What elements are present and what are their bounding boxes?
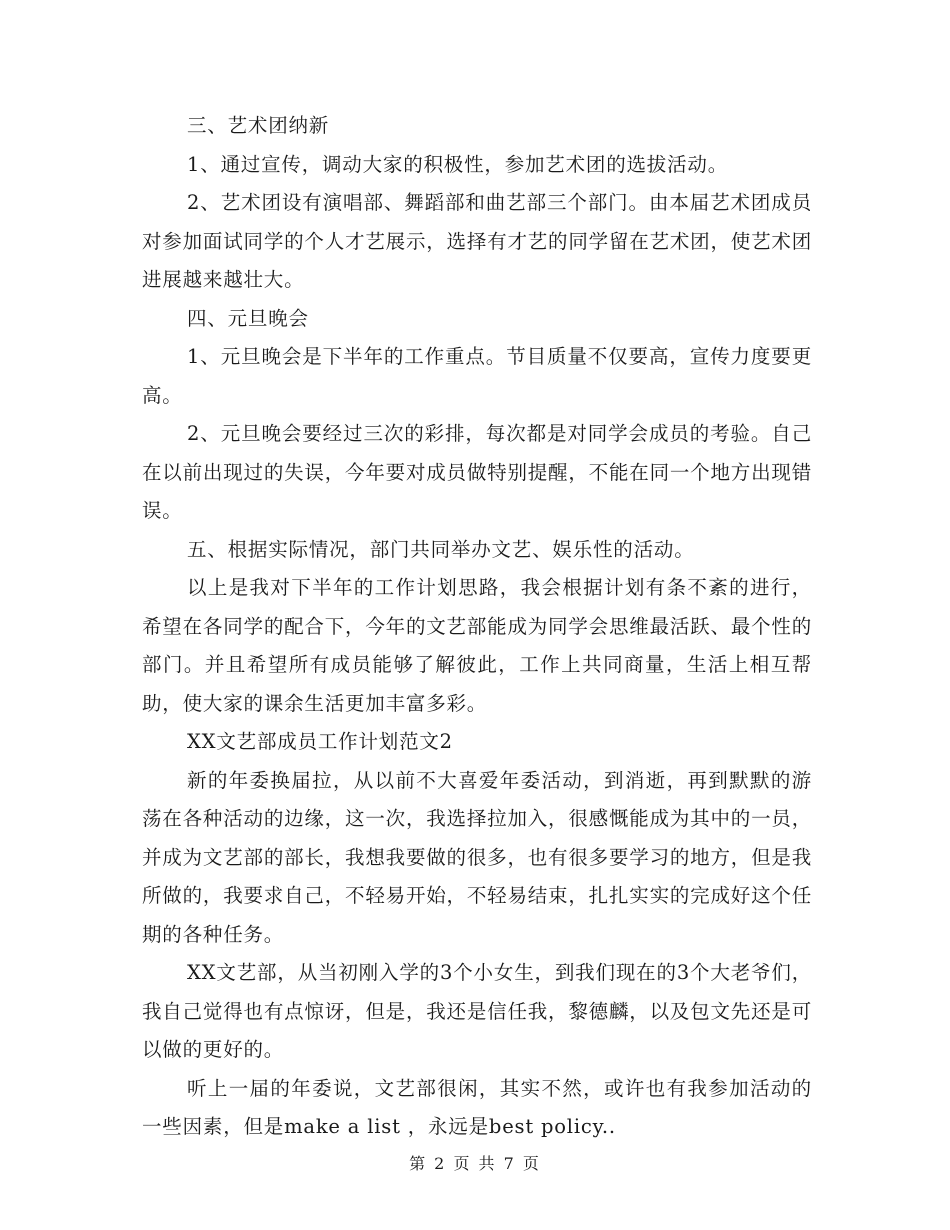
paragraph: 1、通过宣传，调动大家的积极性，参加艺术团的选拔活动。 <box>187 152 729 176</box>
sample-title: XX文艺部成员工作计划范文2 <box>187 730 453 753</box>
paragraph: 2、艺术团设有演唱部、舞蹈部和曲艺部三个部门。由本届艺术团成员对参加面试同学的个人才艺展示，选择有才艺的同学留在艺术团，使艺术团进展越来越壮大。 <box>142 191 812 291</box>
paragraph: 新的年委换届拉，从以前不大喜爱年委活动，到消逝，再到默默的游荡在各种活动的边缘，这一次，我选择拉加入，很感慨能成为其中的一员，并成为文艺部的部长，我想我要做的很多，也有很多要学习的地方，但是我所做的，我要求自己，不轻易开始，不轻易结束，扎扎实实的完成好这个任期的各种任务。 <box>142 768 812 946</box>
paragraph: 1、元旦晚会是下半年的工作重点。节目质量不仅要高，宣传力度要更高。 <box>142 345 812 407</box>
section-heading-new-year-gala: 四、元旦晚会 <box>187 306 309 330</box>
section-heading-art-troupe: 三、艺术团纳新 <box>187 114 330 137</box>
paragraph: XX文艺部，从当初刚入学的3个小女生，到我们现在的3个大老爷们，我自己觉得也有点惊讶，但是，我还是信任我，黎德麟，以及包文先还是可以做的更好的。 <box>142 961 812 1061</box>
page-number-footer: 第 2 页 共 7 页 <box>409 1154 541 1173</box>
paragraph: 2、元旦晚会要经过三次的彩排，每次都是对同学会成员的考验。自己在以前出现过的失误，今年要对成员做特别提醒，不能在同一个地方出现错误。 <box>142 422 812 522</box>
paragraph: 听上一届的年委说，文艺部很闲，其实不然，或许也有我参加活动的一些因素，但是make a list ，永远是best policy.. <box>142 1076 812 1138</box>
section-heading-joint-activities: 五、根据实际情况，部门共同举办文艺、娱乐性的活动。 <box>187 537 695 561</box>
paragraph: 以上是我对下半年的工作计划思路，我会根据计划有条不紊的进行，希望在各同学的配合下，今年的文艺部能成为同学会思维最活跃、最个性的部门。并且希望所有成员能够了解彼此，工作上共同商量，生活上相互帮助，使大家的课余生活更加丰富多彩。 <box>142 576 812 715</box>
document-body <box>142 107 812 1147</box>
